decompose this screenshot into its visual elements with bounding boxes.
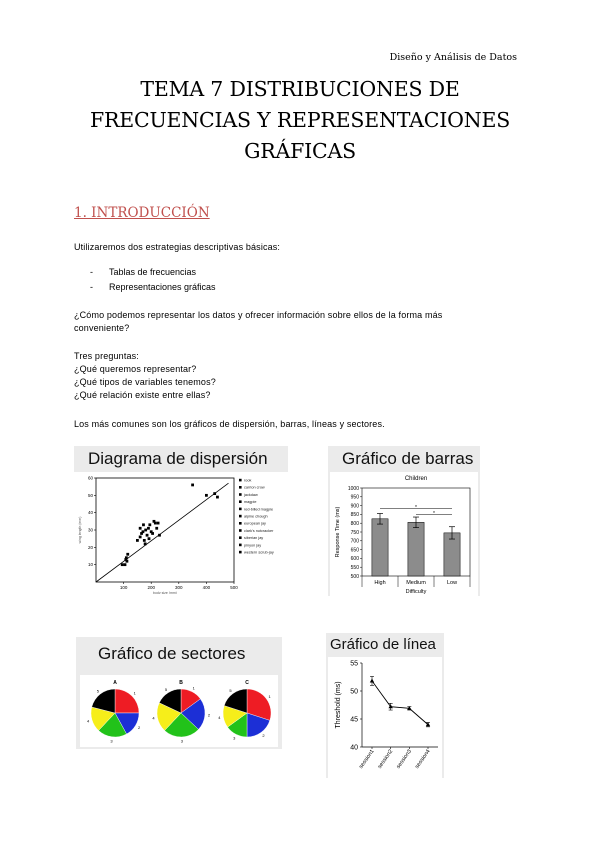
- scatter-point: [126, 553, 129, 556]
- scatter-point: [157, 522, 160, 525]
- scatter-point: [155, 527, 158, 530]
- x-tick-label: session3: [395, 748, 413, 770]
- x-tick-label: session1: [358, 748, 376, 770]
- x-tick-label: 100: [119, 585, 128, 590]
- scatter-point: [148, 523, 151, 526]
- legend-label: rook: [244, 478, 252, 483]
- data-point: [370, 679, 374, 683]
- slice-number: 2: [262, 733, 265, 739]
- title-line-1: TEMA 7 DISTRIBUCIONES DE: [140, 77, 460, 101]
- series-line: [372, 681, 428, 725]
- slice-number: 3: [110, 738, 113, 744]
- bar-title: Gráfico de barras: [342, 449, 474, 468]
- y-axis-label: Threshold (ms): [335, 681, 342, 729]
- line-chart: [328, 657, 442, 778]
- x-tick-label: High: [374, 580, 386, 586]
- scatter-point: [151, 532, 154, 535]
- y-tick-label: 20: [87, 544, 93, 550]
- x-tick-label: Low: [446, 580, 458, 586]
- scatter-point: [154, 522, 157, 525]
- questions-block: [74, 350, 216, 402]
- scatter-point: [213, 492, 216, 495]
- scatter-point: [158, 534, 161, 537]
- legend-label: alpine chough: [244, 514, 268, 519]
- scatter-point: [216, 496, 219, 499]
- legend-marker: [239, 551, 242, 554]
- legend-label: european jay: [244, 521, 266, 526]
- pie-chart: [80, 675, 278, 747]
- line-plot-area: [328, 657, 442, 778]
- y-tick-label: 40: [87, 510, 93, 516]
- scatter-point: [124, 563, 127, 566]
- y-axis-label: Response Time (ms): [335, 506, 341, 558]
- question-paragraph: [74, 309, 442, 335]
- pie-figure: [76, 637, 282, 749]
- scatter-plot-area: [74, 472, 288, 594]
- bar-plot-area: [330, 472, 478, 596]
- legend-marker: [239, 515, 242, 518]
- scatter-point: [191, 484, 194, 487]
- scatter-point: [139, 527, 142, 530]
- bar-chart-subtitle: Children: [404, 476, 428, 482]
- slice-number: 5: [96, 688, 99, 694]
- legend-marker: [239, 522, 242, 525]
- slice-number: 5: [164, 686, 168, 692]
- line-figure: [326, 633, 444, 778]
- legend-label: carrion crow: [244, 485, 265, 490]
- scatter-point: [148, 537, 151, 540]
- intro-paragraph: Utilizaremos dos estrategias descriptivas básicas:: [74, 242, 281, 252]
- scatter-point: [144, 542, 147, 545]
- pie-title: Gráfico de sectores: [98, 644, 246, 663]
- legend-marker: [239, 500, 242, 503]
- y-tick-label: 700: [350, 538, 359, 545]
- y-tick-label: 550: [350, 565, 359, 571]
- scatter-point: [144, 529, 147, 532]
- title-line-2: FRECUENCIAS Y REPRESENTACIONES: [89, 108, 511, 132]
- y-tick-label: 45: [350, 716, 358, 724]
- slice-number: 5: [229, 687, 232, 693]
- line-title: Gráfico de línea: [330, 636, 436, 653]
- course-header: Diseño y Análisis de Datos: [389, 52, 517, 63]
- scatter-chart: [74, 472, 288, 594]
- slice-number: 4: [218, 714, 221, 720]
- legend-marker: [239, 493, 242, 496]
- significance-star: *: [415, 505, 417, 512]
- y-tick-label: 55: [350, 660, 358, 668]
- slice-number: 4: [152, 715, 155, 721]
- y-tick-label: 500: [350, 573, 359, 580]
- y-tick-label: 50: [87, 492, 93, 498]
- x-tick-label: 300: [175, 585, 183, 590]
- pie-plot-area: [80, 675, 278, 747]
- legend-marker: [239, 486, 242, 489]
- legend-marker: [239, 508, 242, 511]
- bar-figure: [328, 446, 480, 596]
- scatter-point: [146, 534, 149, 537]
- x-tick-label: 200: [147, 585, 155, 590]
- y-tick-label: 50: [350, 688, 358, 696]
- x-tick-label: 500: [230, 585, 238, 590]
- question-line-2: conveniente?: [74, 323, 130, 333]
- slice-number: 2: [207, 712, 211, 718]
- scatter-point: [205, 494, 208, 497]
- scatter-point: [142, 523, 145, 526]
- bullet-item: - Representaciones gráficas: [90, 282, 216, 292]
- scatter-point: [147, 527, 150, 530]
- y-tick-label: 10: [87, 562, 93, 568]
- y-tick-label: 950: [350, 494, 359, 501]
- y-tick-label: 30: [87, 527, 93, 533]
- y-tick-label: 600: [350, 556, 359, 563]
- x-tick-label: session2: [376, 748, 395, 770]
- question-2: ¿Qué tipos de variables tenemos?: [74, 377, 216, 387]
- scatter-point: [143, 539, 146, 542]
- y-tick-label: 1000: [347, 485, 359, 492]
- x-tick-label: session4: [414, 748, 432, 770]
- section-heading: 1. INTRODUCCIÓN: [74, 205, 210, 221]
- x-axis-label: body size (mm): [153, 591, 177, 594]
- slice-number: 3: [180, 738, 183, 744]
- bullet-text: Tablas de frecuencias: [109, 267, 197, 277]
- x-tick-label: Medium: [406, 580, 426, 586]
- pie-panel-label: C: [245, 680, 249, 686]
- bar-chart: [330, 472, 478, 596]
- legend-label: magpie: [244, 500, 257, 505]
- scatter-point: [136, 539, 139, 542]
- legend-label: pinyon jay: [244, 543, 262, 548]
- scatter-point: [139, 536, 142, 539]
- trend-line: [96, 483, 228, 582]
- bar: [372, 519, 388, 576]
- bullet-item: - Tablas de frecuencias: [90, 267, 197, 277]
- question-3: ¿Qué relación existe entre ellas?: [74, 390, 211, 400]
- page-title: [60, 74, 540, 167]
- legend-marker: [239, 529, 242, 532]
- legend-marker: [239, 479, 242, 482]
- y-tick-label: 850: [350, 512, 359, 519]
- y-tick-label: 60: [87, 475, 93, 481]
- legend-label: clark's nutcracker: [244, 528, 274, 533]
- x-axis-label: Difficulty: [405, 589, 427, 595]
- slice-number: 4: [86, 718, 90, 724]
- y-axis-label: wing length (mm): [78, 516, 82, 544]
- three-questions-label: Tres preguntas:: [74, 351, 139, 361]
- slice-number: 1: [133, 690, 136, 696]
- legend-label: siberian jay: [244, 536, 264, 541]
- bar: [408, 522, 424, 576]
- slice-number: 1: [192, 685, 195, 691]
- scatter-point: [126, 560, 129, 563]
- significance-star: *: [433, 511, 435, 518]
- scatter-figure: [74, 446, 288, 594]
- legend-marker: [239, 544, 242, 547]
- pie-panel-label: B: [179, 680, 183, 686]
- question-1: ¿Qué queremos representar?: [74, 364, 197, 374]
- legend-marker: [239, 536, 242, 539]
- y-tick-label: 40: [350, 744, 358, 752]
- y-tick-label: 750: [350, 529, 359, 536]
- x-tick-label: 400: [202, 585, 211, 590]
- bullet-text: Representaciones gráficas: [109, 282, 216, 292]
- question-line-1: ¿Cómo podemos representar los datos y ofrecer información sobre ellos de la forma más: [74, 310, 443, 320]
- slice-number: 1: [268, 694, 271, 700]
- y-tick-label: 900: [350, 503, 359, 510]
- slice-number: 3: [233, 735, 236, 741]
- title-line-3: GRÁFICAS: [244, 139, 356, 163]
- y-tick-label: 650: [350, 547, 359, 554]
- scatter-title: Diagrama de dispersión: [88, 449, 268, 468]
- legend-label: red-billed magpie: [244, 507, 274, 512]
- scatter-point: [121, 563, 124, 566]
- scatter-point: [125, 556, 128, 559]
- common-charts-paragraph: Los más comunes son los gráficos de dispersión, barras, líneas y sectores.: [74, 419, 385, 429]
- slice-number: 2: [137, 724, 141, 730]
- scatter-point: [142, 530, 145, 533]
- pie-panel-label: A: [113, 680, 117, 686]
- y-tick-label: 800: [350, 521, 359, 527]
- legend-label: western scrub-jay: [244, 550, 274, 555]
- legend-label: jackdaw: [244, 492, 258, 497]
